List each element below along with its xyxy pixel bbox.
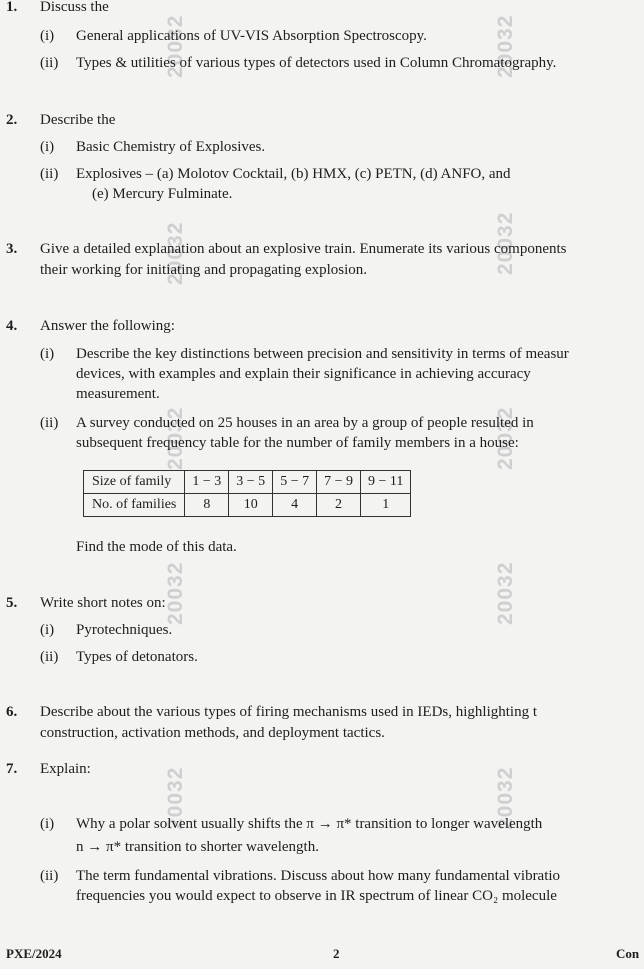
subpart-text: General applications of UV-VIS Absorption Spectroscopy. <box>76 28 427 44</box>
table-row <box>84 471 411 494</box>
watermark: 20032 <box>494 211 517 275</box>
subpart-text: measurement. <box>76 386 160 402</box>
watermark: 20032 <box>494 14 517 78</box>
subpart-text: (e) Mercury Fulminate. <box>92 186 233 202</box>
question-number: 7. <box>6 761 18 777</box>
subpart-number: (ii) <box>40 166 59 182</box>
watermark: 20032 <box>164 406 187 470</box>
subpart-text: Describe the key distinctions between precision and sensitivity in terms of measur <box>76 346 569 362</box>
question-text: Answer the following: <box>40 318 175 334</box>
question-text: Give a detailed explanation about an explosive train. Enumerate its various components <box>40 241 567 257</box>
subpart-number: (i) <box>40 816 55 832</box>
subpart-text: The term fundamental vibrations. Discuss about how many fundamental vibratio <box>76 868 561 884</box>
subpart-text: Types of detonators. <box>76 649 198 665</box>
subpart-text: Why a polar solvent usually shifts the π → π* transition to longer wavelength <box>76 816 543 832</box>
watermark: 20032 <box>164 14 187 78</box>
watermark: 20032 <box>494 406 517 470</box>
question-number: 3. <box>6 241 18 257</box>
row-header: Size of family <box>84 471 185 494</box>
footer-continued: Con <box>616 946 640 961</box>
subpart-text: frequencies you would expect to observe in IR spectrum of linear CO₂ molecule <box>76 888 557 904</box>
question-text: Write short notes on: <box>40 595 166 611</box>
question-number: 6. <box>6 704 18 720</box>
subpart-number: (i) <box>40 346 55 362</box>
question-number: 1. <box>6 0 18 15</box>
watermark: 20032 <box>164 221 187 285</box>
question-number: 2. <box>6 112 18 128</box>
table-cell: 1 <box>361 494 411 517</box>
watermark: 20032 <box>494 766 517 830</box>
subpart-text: Explosives – (a) Molotov Cocktail, (b) HMX, (c) PETN, (d) ANFO, and <box>76 166 511 182</box>
subpart-number: (i) <box>40 28 55 44</box>
question-text: Describe about the various types of firing mechanisms used in IEDs, highlighting t <box>40 704 537 720</box>
subpart-number: (i) <box>40 139 55 155</box>
subpart-text: A survey conducted on 25 houses in an area by a group of people resulted in <box>76 415 534 431</box>
subpart-number: (ii) <box>40 868 59 884</box>
table-cell: 5 − 7 <box>273 471 317 494</box>
question-text: Explain: <box>40 761 91 777</box>
table-cell: 2 <box>317 494 361 517</box>
table-cell: 10 <box>229 494 273 517</box>
frequency-table <box>83 470 411 517</box>
watermark: 20032 <box>494 561 517 625</box>
question-text: construction, activation methods, and deployment tactics. <box>40 725 385 741</box>
subpart-text: Find the mode of this data. <box>76 539 237 555</box>
watermark: 20032 <box>164 561 187 625</box>
table-row <box>84 494 411 517</box>
subpart-number: (ii) <box>40 415 59 431</box>
subpart-text: Pyrotechniques. <box>76 622 173 638</box>
watermark: 20032 <box>164 766 187 830</box>
table-cell: 1 − 3 <box>185 471 229 494</box>
subpart-text: subsequent frequency table for the number of family members in a house: <box>76 435 519 451</box>
subpart-text: Types & utilities of various types of detectors used in Column Chromatography. <box>76 55 557 71</box>
row-header: No. of families <box>84 494 185 517</box>
table-cell: 3 − 5 <box>229 471 273 494</box>
subpart-text: Basic Chemistry of Explosives. <box>76 139 266 155</box>
question-text: Describe the <box>40 112 116 128</box>
question-text: their working for initiating and propagating explosion. <box>40 262 368 278</box>
question-number: 4. <box>6 318 18 334</box>
question-number: 5. <box>6 595 18 611</box>
question-text: Discuss the <box>40 0 109 15</box>
page-number: 2 <box>333 946 340 961</box>
subpart-number: (ii) <box>40 649 59 665</box>
table-cell: 9 − 11 <box>361 471 411 494</box>
subpart-number: (ii) <box>40 55 59 71</box>
table-cell: 4 <box>273 494 317 517</box>
subpart-text: n → π* transition to shorter wavelength. <box>76 839 319 855</box>
table-cell: 8 <box>185 494 229 517</box>
paper-code: PXE/2024 <box>6 946 62 961</box>
table-cell: 7 − 9 <box>317 471 361 494</box>
subpart-text: devices, with examples and explain their significance in achieving accuracy <box>76 366 531 382</box>
subpart-number: (i) <box>40 622 55 638</box>
